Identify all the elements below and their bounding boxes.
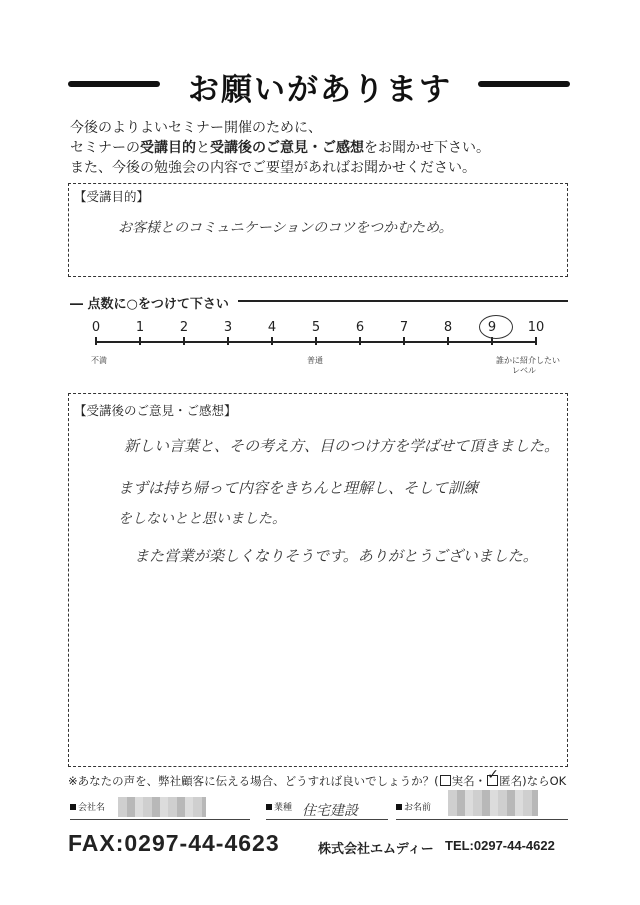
score-option-3[interactable]: 3 <box>223 320 233 335</box>
score-option-6[interactable]: 6 <box>355 320 365 335</box>
check-mark-icon: ✓ <box>487 767 499 783</box>
person-name-label-text: お名前 <box>404 803 432 813</box>
score-heading: ― 点数に○をつけて下さい <box>70 297 229 312</box>
bullet-square-icon <box>266 804 272 810</box>
feedback-line-4[interactable]: また営業が楽しくなりそうです。ありがとうございました。 <box>134 547 538 565</box>
industry-value[interactable]: 住宅建設 <box>302 803 358 819</box>
feedback-line-3[interactable]: をしないとと思いました。 <box>118 511 286 527</box>
company-name-label-text: 会社名 <box>78 803 106 813</box>
score-option-0[interactable]: 0 <box>91 320 101 335</box>
score-annotation-high-2: レベル <box>512 366 536 375</box>
person-name-line <box>396 819 568 820</box>
score-tick <box>359 337 361 345</box>
score-option-8[interactable]: 8 <box>443 320 453 335</box>
feedback-label: 【受講後のご意見・ご感想】 <box>74 403 237 418</box>
selected-score-circle <box>479 315 513 339</box>
consent-text: )ならOK <box>522 774 567 788</box>
consent-text: ※あなたの声を、弊社顧客に伝える場合、どうすれば良いでしょうか？( <box>68 774 439 788</box>
industry-line <box>266 819 388 820</box>
company-name-line <box>70 819 250 820</box>
score-tick <box>535 337 537 345</box>
intro-text: セミナーの <box>70 140 140 156</box>
intro-emphasis-feedback: 受講後のご意見・ご感想 <box>210 140 364 156</box>
title-rule-right <box>478 81 570 87</box>
page-title: お願いがあります <box>188 72 452 108</box>
company-name-redacted <box>118 797 206 817</box>
company-name-label <box>70 800 105 813</box>
score-option-10[interactable]: 10 <box>527 320 545 335</box>
intro-line-1: 今後のよりよいセミナー開催のために、 <box>70 120 322 136</box>
real-name-label: 実名 <box>451 774 475 788</box>
bullet-square-icon <box>70 804 76 810</box>
score-heading-rule <box>238 300 568 302</box>
real-name-checkbox[interactable] <box>440 775 451 786</box>
person-name-redacted <box>448 790 538 816</box>
purpose-label: 【受講目的】 <box>74 189 150 204</box>
consent-note: ※あなたの声を、弊社顧客に伝える場合、どうすれば良いでしょうか？( 実名・ ✓ 匿名)ならOK <box>68 767 567 788</box>
intro-emphasis-purpose: 受講目的 <box>140 140 196 156</box>
score-option-2[interactable]: 2 <box>179 320 189 335</box>
score-tick <box>447 337 449 345</box>
industry-label <box>266 800 292 813</box>
score-annotation-mid: 普通 <box>307 356 323 365</box>
feedback-line-2[interactable]: まずは持ち帰って内容をきちんと理解し、そして訓練 <box>118 479 479 497</box>
score-annotation-high: 誰かに紹介したい <box>496 356 560 365</box>
score-tick <box>315 337 317 345</box>
anonymous-label: 匿名 <box>499 774 523 788</box>
tel-number: TEL:0297-44-4622 <box>445 838 555 853</box>
score-tick <box>403 337 405 345</box>
intro-line-3: また、今後の勉強会の内容でご要望があればお聞かせください。 <box>70 160 476 176</box>
score-tick <box>227 337 229 345</box>
score-option-5[interactable]: 5 <box>311 320 321 335</box>
score-annotation-low: 不満 <box>91 356 107 365</box>
bullet-square-icon <box>396 804 402 810</box>
intro-text: をお聞かせ下さい。 <box>364 140 490 156</box>
score-tick <box>183 337 185 345</box>
title-rule-left <box>68 81 160 87</box>
feedback-line-1[interactable]: 新しい言葉と、その考え方、目のつけ方を学ばせて頂きました。 <box>124 437 560 455</box>
score-option-4[interactable]: 4 <box>267 320 277 335</box>
intro-text: と <box>196 140 210 156</box>
person-name-label <box>396 800 431 813</box>
score-tick <box>271 337 273 345</box>
score-tick <box>95 337 97 345</box>
score-option-9[interactable]: 9 <box>487 320 497 335</box>
purpose-answer[interactable]: お客様とのコミュニケーションのコツをつかむため。 <box>118 220 453 236</box>
anonymous-checkbox[interactable] <box>487 767 499 786</box>
intro-line-2 <box>70 138 490 158</box>
company-name: 株式会社エムディー <box>318 842 434 857</box>
score-option-7[interactable]: 7 <box>399 320 409 335</box>
score-tick <box>139 337 141 345</box>
score-option-1[interactable]: 1 <box>135 320 145 335</box>
fax-number: FAX:0297-44-4623 <box>68 830 280 856</box>
industry-label-text: 業種 <box>274 803 293 813</box>
